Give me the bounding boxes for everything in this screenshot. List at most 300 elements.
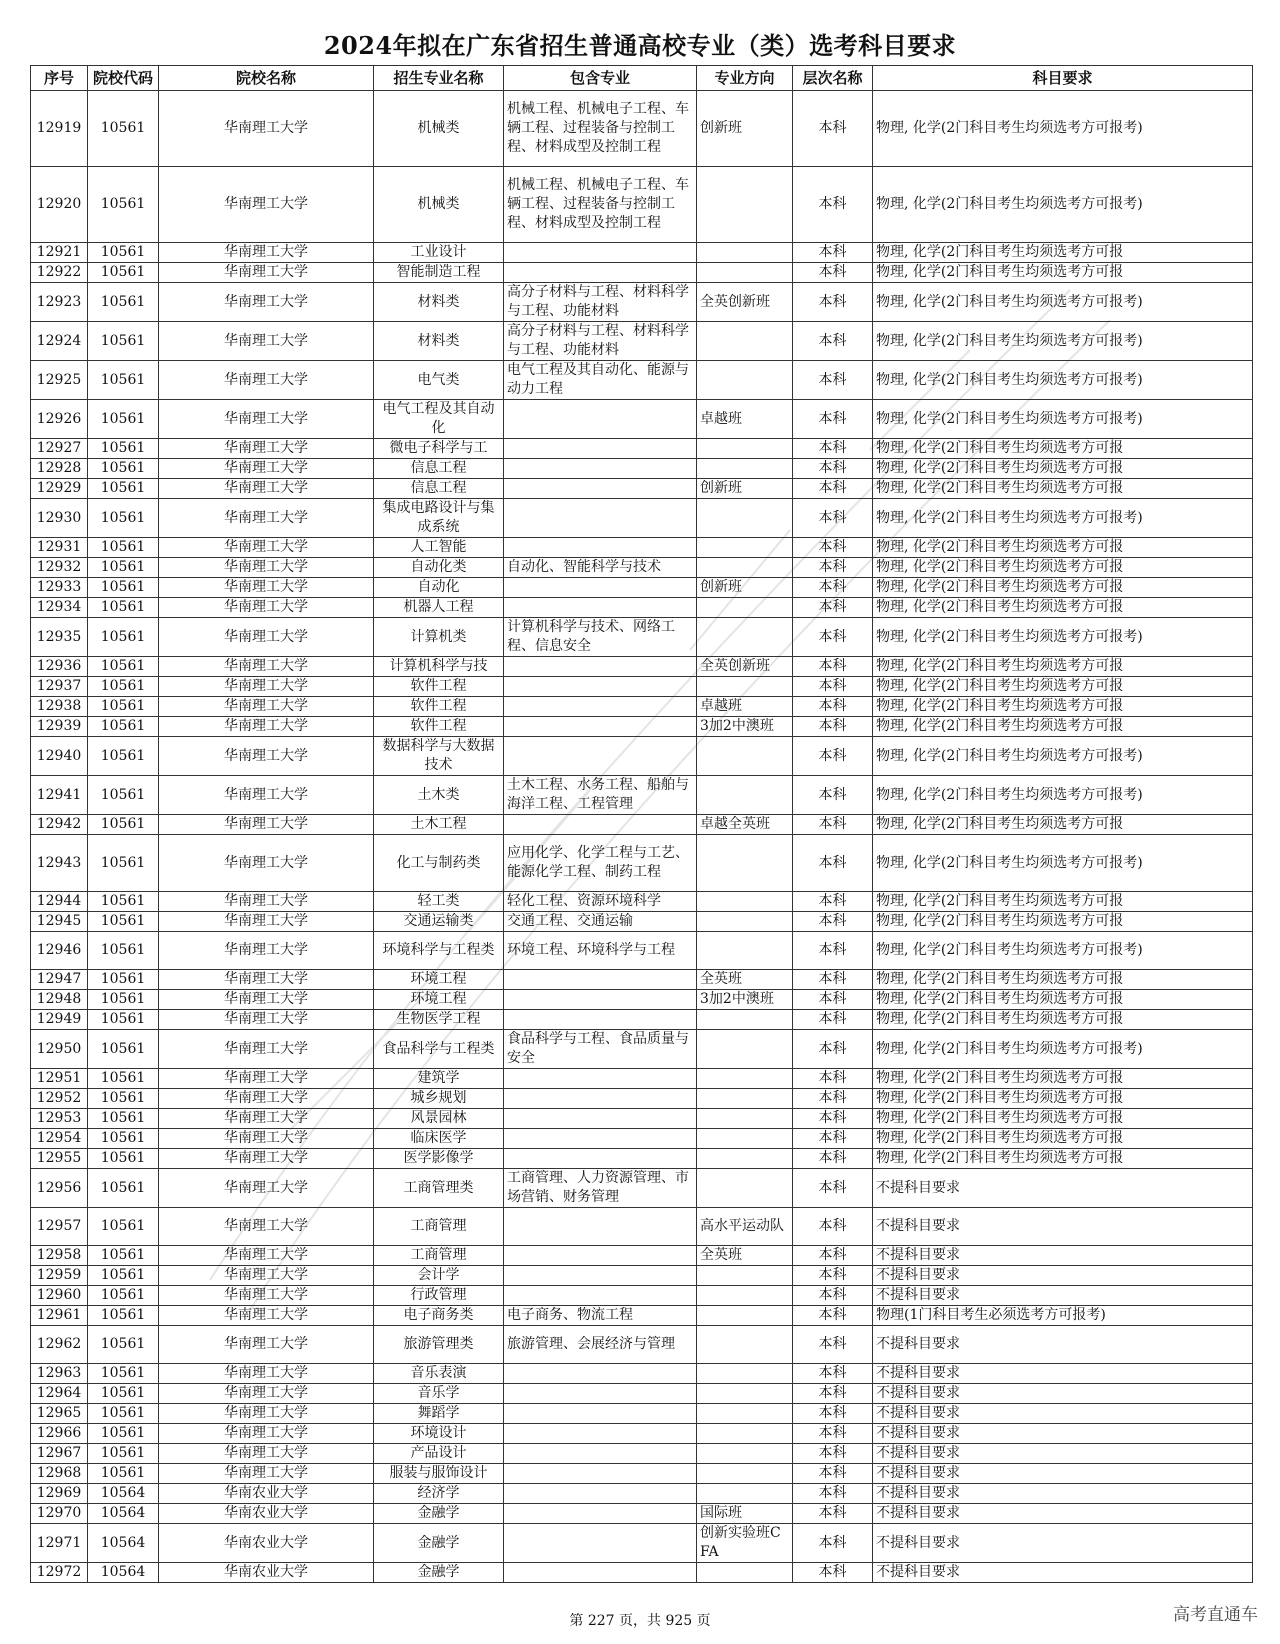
table-row <box>31 912 1253 932</box>
cell-direction: 全英创新班 <box>697 657 793 677</box>
cell-subject-requirements: 物理, 化学(2门科目考生均须选考方可报考) <box>873 776 1253 815</box>
cell-included-majors: 工商管理、人力资源管理、市场营销、财务管理 <box>504 1169 697 1208</box>
col-header-school-code: 院校代码 <box>88 66 159 91</box>
cell-major-name: 材料类 <box>374 283 504 322</box>
cell-school-code: 10561 <box>88 776 159 815</box>
cell-level: 本科 <box>793 1524 873 1563</box>
col-header-subject-requirements: 科目要求 <box>873 66 1253 91</box>
cell-school-name: 华南理工大学 <box>159 970 374 990</box>
cell-subject-requirements: 物理, 化学(2门科目考生均须选考方可报 <box>873 598 1253 618</box>
cell-school-code: 10561 <box>88 1404 159 1424</box>
cell-included-majors <box>504 1524 697 1563</box>
cell-school-name: 华南理工大学 <box>159 283 374 322</box>
cell-direction: 创新实验班CFA <box>697 1524 793 1563</box>
cell-school-name: 华南理工大学 <box>159 1326 374 1364</box>
cell-included-majors: 机械工程、机械电子工程、车辆工程、过程装备与控制工程、材料成型及控制工程 <box>504 91 697 167</box>
cell-school-code: 10561 <box>88 1384 159 1404</box>
cell-included-majors: 旅游管理、会展经济与管理 <box>504 1326 697 1364</box>
cell-included-majors <box>504 1109 697 1129</box>
cell-direction <box>697 776 793 815</box>
cell-index: 12938 <box>31 697 88 717</box>
cell-index: 12930 <box>31 499 88 538</box>
cell-school-name: 华南理工大学 <box>159 1129 374 1149</box>
cell-level: 本科 <box>793 1149 873 1169</box>
cell-direction <box>697 892 793 912</box>
cell-major-name: 土木工程 <box>374 815 504 835</box>
cell-included-majors <box>504 459 697 479</box>
col-header-included-majors: 包含专业 <box>504 66 697 91</box>
table-row <box>31 1129 1253 1149</box>
cell-major-name: 交通运输类 <box>374 912 504 932</box>
table-row <box>31 1484 1253 1504</box>
cell-school-code: 10561 <box>88 1149 159 1169</box>
cell-school-name: 华南理工大学 <box>159 91 374 167</box>
table-row <box>31 598 1253 618</box>
cell-major-name: 信息工程 <box>374 459 504 479</box>
cell-direction <box>697 243 793 263</box>
cell-index: 12923 <box>31 283 88 322</box>
table-row <box>31 737 1253 776</box>
cell-subject-requirements: 物理, 化学(2门科目考生均须选考方可报 <box>873 1129 1253 1149</box>
cell-included-majors <box>504 499 697 538</box>
cell-level: 本科 <box>793 1326 873 1364</box>
cell-direction <box>697 737 793 776</box>
cell-direction <box>697 1364 793 1384</box>
cell-subject-requirements: 不提科目要求 <box>873 1364 1253 1384</box>
table-row <box>31 990 1253 1010</box>
cell-level: 本科 <box>793 598 873 618</box>
cell-included-majors <box>504 697 697 717</box>
cell-level: 本科 <box>793 1424 873 1444</box>
cell-major-name: 计算机科学与技 <box>374 657 504 677</box>
table-row <box>31 776 1253 815</box>
cell-major-name: 电气类 <box>374 361 504 400</box>
cell-subject-requirements: 不提科目要求 <box>873 1524 1253 1563</box>
table-row <box>31 717 1253 737</box>
cell-direction: 全英创新班 <box>697 283 793 322</box>
cell-included-majors: 轻化工程、资源环境科学 <box>504 892 697 912</box>
cell-major-name: 金融学 <box>374 1504 504 1524</box>
cell-subject-requirements: 物理, 化学(2门科目考生均须选考方可报考) <box>873 835 1253 892</box>
cell-school-name: 华南理工大学 <box>159 1364 374 1384</box>
table-row <box>31 243 1253 263</box>
table-row <box>31 167 1253 243</box>
cell-level: 本科 <box>793 558 873 578</box>
cell-subject-requirements: 物理, 化学(2门科目考生均须选考方可报 <box>873 970 1253 990</box>
cell-school-code: 10561 <box>88 167 159 243</box>
cell-major-name: 旅游管理类 <box>374 1326 504 1364</box>
cell-included-majors <box>504 538 697 558</box>
cell-subject-requirements: 物理, 化学(2门科目考生均须选考方可报考) <box>873 91 1253 167</box>
cell-school-name: 华南理工大学 <box>159 1246 374 1266</box>
cell-school-code: 10564 <box>88 1563 159 1583</box>
cell-school-code: 10561 <box>88 1089 159 1109</box>
cell-subject-requirements: 不提科目要求 <box>873 1246 1253 1266</box>
cell-index: 12932 <box>31 558 88 578</box>
cell-subject-requirements: 物理(1门科目考生必须选考方可报考) <box>873 1306 1253 1326</box>
cell-school-code: 10561 <box>88 697 159 717</box>
table-row <box>31 91 1253 167</box>
cell-level: 本科 <box>793 1444 873 1464</box>
cell-direction <box>697 1266 793 1286</box>
table-row <box>31 1149 1253 1169</box>
cell-subject-requirements: 不提科目要求 <box>873 1404 1253 1424</box>
cell-index: 12954 <box>31 1129 88 1149</box>
table-row <box>31 263 1253 283</box>
cell-level: 本科 <box>793 657 873 677</box>
cell-index: 12937 <box>31 677 88 697</box>
cell-major-name: 服装与服饰设计 <box>374 1464 504 1484</box>
table-row <box>31 322 1253 361</box>
cell-index: 12956 <box>31 1169 88 1208</box>
cell-school-code: 10561 <box>88 538 159 558</box>
cell-major-name: 微电子科学与工 <box>374 439 504 459</box>
cell-major-name: 经济学 <box>374 1484 504 1504</box>
cell-index: 12935 <box>31 618 88 657</box>
cell-index: 12924 <box>31 322 88 361</box>
cell-level: 本科 <box>793 892 873 912</box>
cell-index: 12948 <box>31 990 88 1010</box>
cell-school-name: 华南农业大学 <box>159 1563 374 1583</box>
cell-direction <box>697 1384 793 1404</box>
cell-school-name: 华南理工大学 <box>159 263 374 283</box>
cell-level: 本科 <box>793 243 873 263</box>
cell-index: 12968 <box>31 1464 88 1484</box>
table-row <box>31 932 1253 970</box>
cell-subject-requirements: 物理, 化学(2门科目考生均须选考方可报 <box>873 243 1253 263</box>
cell-direction <box>697 322 793 361</box>
cell-index: 12949 <box>31 1010 88 1030</box>
cell-major-name: 自动化类 <box>374 558 504 578</box>
cell-school-name: 华南理工大学 <box>159 1464 374 1484</box>
cell-subject-requirements: 物理, 化学(2门科目考生均须选考方可报考) <box>873 1030 1253 1069</box>
cell-school-code: 10561 <box>88 479 159 499</box>
table-row <box>31 1424 1253 1444</box>
cell-direction <box>697 361 793 400</box>
cell-school-name: 华南理工大学 <box>159 243 374 263</box>
cell-index: 12947 <box>31 970 88 990</box>
cell-level: 本科 <box>793 1169 873 1208</box>
cell-school-code: 10564 <box>88 1504 159 1524</box>
cell-direction <box>697 912 793 932</box>
cell-major-name: 工商管理 <box>374 1246 504 1266</box>
cell-index: 12921 <box>31 243 88 263</box>
cell-school-name: 华南理工大学 <box>159 1208 374 1246</box>
table-row <box>31 1069 1253 1089</box>
cell-direction: 国际班 <box>697 1504 793 1524</box>
cell-school-code: 10561 <box>88 1444 159 1464</box>
cell-level: 本科 <box>793 1010 873 1030</box>
cell-major-name: 自动化 <box>374 578 504 598</box>
cell-school-name: 华南理工大学 <box>159 815 374 835</box>
cell-school-name: 华南理工大学 <box>159 578 374 598</box>
cell-subject-requirements: 不提科目要求 <box>873 1266 1253 1286</box>
col-header-school-name: 院校名称 <box>159 66 374 91</box>
cell-subject-requirements: 物理, 化学(2门科目考生均须选考方可报 <box>873 538 1253 558</box>
table-row <box>31 439 1253 459</box>
cell-subject-requirements: 不提科目要求 <box>873 1444 1253 1464</box>
cell-level: 本科 <box>793 283 873 322</box>
cell-index: 12955 <box>31 1149 88 1169</box>
cell-included-majors: 电气工程及其自动化、能源与动力工程 <box>504 361 697 400</box>
table-row <box>31 1524 1253 1563</box>
cell-level: 本科 <box>793 1504 873 1524</box>
cell-school-name: 华南理工大学 <box>159 459 374 479</box>
cell-school-name: 华南理工大学 <box>159 717 374 737</box>
cell-subject-requirements: 物理, 化学(2门科目考生均须选考方可报考) <box>873 322 1253 361</box>
table-row <box>31 1010 1253 1030</box>
table-row <box>31 697 1253 717</box>
cell-major-name: 食品科学与工程类 <box>374 1030 504 1069</box>
cell-school-name: 华南理工大学 <box>159 1030 374 1069</box>
cell-included-majors: 食品科学与工程、食品质量与安全 <box>504 1030 697 1069</box>
cell-level: 本科 <box>793 459 873 479</box>
cell-school-code: 10561 <box>88 932 159 970</box>
cell-level: 本科 <box>793 912 873 932</box>
cell-direction: 卓越班 <box>697 697 793 717</box>
cell-school-name: 华南理工大学 <box>159 1266 374 1286</box>
cell-subject-requirements: 不提科目要求 <box>873 1326 1253 1364</box>
cell-level: 本科 <box>793 1286 873 1306</box>
cell-direction: 全英班 <box>697 970 793 990</box>
cell-school-code: 10561 <box>88 1208 159 1246</box>
cell-level: 本科 <box>793 263 873 283</box>
table-row <box>31 1030 1253 1069</box>
cell-school-name: 华南理工大学 <box>159 439 374 459</box>
cell-school-code: 10561 <box>88 598 159 618</box>
cell-school-name: 华南理工大学 <box>159 892 374 912</box>
table-row <box>31 618 1253 657</box>
cell-direction <box>697 1010 793 1030</box>
cell-subject-requirements: 不提科目要求 <box>873 1384 1253 1404</box>
col-header-level: 层次名称 <box>793 66 873 91</box>
cell-included-majors: 机械工程、机械电子工程、车辆工程、过程装备与控制工程、材料成型及控制工程 <box>504 167 697 243</box>
cell-index: 12972 <box>31 1563 88 1583</box>
cell-direction <box>697 1149 793 1169</box>
cell-direction <box>697 1169 793 1208</box>
cell-subject-requirements: 不提科目要求 <box>873 1424 1253 1444</box>
cell-subject-requirements: 物理, 化学(2门科目考生均须选考方可报 <box>873 892 1253 912</box>
cell-school-code: 10561 <box>88 1326 159 1364</box>
cell-included-majors: 交通工程、交通运输 <box>504 912 697 932</box>
table-row <box>31 1326 1253 1364</box>
cell-school-name: 华南理工大学 <box>159 776 374 815</box>
cell-direction <box>697 499 793 538</box>
cell-major-name: 电子商务类 <box>374 1306 504 1326</box>
table-row <box>31 1306 1253 1326</box>
table-row <box>31 970 1253 990</box>
cell-subject-requirements: 物理, 化学(2门科目考生均须选考方可报考) <box>873 283 1253 322</box>
cell-school-code: 10561 <box>88 912 159 932</box>
cell-index: 12940 <box>31 737 88 776</box>
cell-level: 本科 <box>793 361 873 400</box>
cell-school-code: 10561 <box>88 892 159 912</box>
cell-index: 12942 <box>31 815 88 835</box>
cell-major-name: 环境工程 <box>374 970 504 990</box>
cell-index: 12926 <box>31 400 88 439</box>
cell-included-majors: 高分子材料与工程、材料科学与工程、功能材料 <box>504 283 697 322</box>
cell-included-majors <box>504 657 697 677</box>
cell-included-majors <box>504 1089 697 1109</box>
cell-index: 12957 <box>31 1208 88 1246</box>
cell-level: 本科 <box>793 1069 873 1089</box>
cell-included-majors <box>504 1504 697 1524</box>
cell-school-name: 华南理工大学 <box>159 322 374 361</box>
cell-major-name: 机械类 <box>374 167 504 243</box>
cell-school-name: 华南理工大学 <box>159 499 374 538</box>
cell-school-code: 10561 <box>88 677 159 697</box>
cell-subject-requirements: 不提科目要求 <box>873 1208 1253 1246</box>
cell-direction <box>697 835 793 892</box>
cell-school-name: 华南理工大学 <box>159 1010 374 1030</box>
table-row <box>31 1109 1253 1129</box>
document-title: 2024年拟在广东省招生普通高校专业（类）选考科目要求 <box>323 31 957 60</box>
cell-level: 本科 <box>793 815 873 835</box>
cell-school-code: 10564 <box>88 1484 159 1504</box>
cell-school-name: 华南理工大学 <box>159 479 374 499</box>
cell-index: 12946 <box>31 932 88 970</box>
cell-major-name: 软件工程 <box>374 697 504 717</box>
cell-school-name: 华南农业大学 <box>159 1504 374 1524</box>
cell-index: 12944 <box>31 892 88 912</box>
cell-major-name: 软件工程 <box>374 677 504 697</box>
cell-major-name: 行政管理 <box>374 1286 504 1306</box>
cell-index: 12939 <box>31 717 88 737</box>
cell-major-name: 医学影像学 <box>374 1149 504 1169</box>
cell-major-name: 机械类 <box>374 91 504 167</box>
cell-school-name: 华南理工大学 <box>159 361 374 400</box>
cell-major-name: 工业设计 <box>374 243 504 263</box>
cell-direction <box>697 1464 793 1484</box>
cell-direction: 卓越全英班 <box>697 815 793 835</box>
cell-index: 12931 <box>31 538 88 558</box>
cell-index: 12953 <box>31 1109 88 1129</box>
cell-subject-requirements: 不提科目要求 <box>873 1464 1253 1484</box>
cell-index: 12964 <box>31 1384 88 1404</box>
table-row <box>31 400 1253 439</box>
cell-included-majors <box>504 677 697 697</box>
cell-subject-requirements: 物理, 化学(2门科目考生均须选考方可报 <box>873 479 1253 499</box>
cell-included-majors: 高分子材料与工程、材料科学与工程、功能材料 <box>504 322 697 361</box>
cell-level: 本科 <box>793 776 873 815</box>
table-row <box>31 1246 1253 1266</box>
cell-school-name: 华南理工大学 <box>159 737 374 776</box>
cell-school-code: 10561 <box>88 835 159 892</box>
cell-subject-requirements: 物理, 化学(2门科目考生均须选考方可报 <box>873 912 1253 932</box>
cell-major-name: 计算机类 <box>374 618 504 657</box>
cell-included-majors <box>504 1069 697 1089</box>
cell-school-name: 华南理工大学 <box>159 1444 374 1464</box>
cell-direction <box>697 439 793 459</box>
cell-direction: 卓越班 <box>697 400 793 439</box>
cell-index: 12966 <box>31 1424 88 1444</box>
cell-school-code: 10561 <box>88 717 159 737</box>
cell-direction <box>697 1069 793 1089</box>
cell-level: 本科 <box>793 538 873 558</box>
cell-subject-requirements: 物理, 化学(2门科目考生均须选考方可报 <box>873 677 1253 697</box>
cell-school-name: 华南理工大学 <box>159 697 374 717</box>
cell-major-name: 金融学 <box>374 1563 504 1583</box>
cell-included-majors: 土木工程、水务工程、船舶与海洋工程、工程管理 <box>504 776 697 815</box>
cell-direction <box>697 263 793 283</box>
table-row <box>31 1404 1253 1424</box>
table-row <box>31 558 1253 578</box>
cell-school-name: 华南理工大学 <box>159 932 374 970</box>
cell-school-name: 华南理工大学 <box>159 990 374 1010</box>
cell-direction <box>697 598 793 618</box>
cell-school-name: 华南理工大学 <box>159 1069 374 1089</box>
cell-direction <box>697 558 793 578</box>
cell-level: 本科 <box>793 91 873 167</box>
cell-subject-requirements: 物理, 化学(2门科目考生均须选考方可报 <box>873 439 1253 459</box>
cell-index: 12967 <box>31 1444 88 1464</box>
table-row <box>31 1208 1253 1246</box>
cell-direction: 3加2中澳班 <box>697 990 793 1010</box>
cell-subject-requirements: 物理, 化学(2门科目考生均须选考方可报 <box>873 697 1253 717</box>
cell-school-code: 10561 <box>88 657 159 677</box>
cell-subject-requirements: 不提科目要求 <box>873 1563 1253 1583</box>
cell-major-name: 工商管理 <box>374 1208 504 1246</box>
cell-school-code: 10564 <box>88 1524 159 1563</box>
table-row <box>31 283 1253 322</box>
cell-direction <box>697 1286 793 1306</box>
cell-level: 本科 <box>793 1208 873 1246</box>
cell-index: 12970 <box>31 1504 88 1524</box>
cell-subject-requirements: 不提科目要求 <box>873 1484 1253 1504</box>
cell-major-name: 数据科学与大数据技术 <box>374 737 504 776</box>
cell-school-name: 华南理工大学 <box>159 1384 374 1404</box>
cell-level: 本科 <box>793 932 873 970</box>
cell-direction <box>697 1089 793 1109</box>
cell-major-name: 集成电路设计与集成系统 <box>374 499 504 538</box>
cell-index: 12928 <box>31 459 88 479</box>
cell-level: 本科 <box>793 618 873 657</box>
cell-included-majors <box>504 1444 697 1464</box>
col-header-major-name: 招生专业名称 <box>374 66 504 91</box>
table-row <box>31 1563 1253 1583</box>
cell-direction <box>697 932 793 970</box>
cell-level: 本科 <box>793 400 873 439</box>
cell-level: 本科 <box>793 439 873 459</box>
cell-subject-requirements: 物理, 化学(2门科目考生均须选考方可报考) <box>873 167 1253 243</box>
cell-included-majors <box>504 243 697 263</box>
page-footer: 第 227 页，共 925 页 <box>569 1613 711 1629</box>
cell-included-majors <box>504 1404 697 1424</box>
table-row <box>31 459 1253 479</box>
cell-school-code: 10561 <box>88 263 159 283</box>
cell-level: 本科 <box>793 717 873 737</box>
cell-school-name: 华南农业大学 <box>159 1524 374 1563</box>
cell-subject-requirements: 物理, 化学(2门科目考生均须选考方可报 <box>873 263 1253 283</box>
table-row <box>31 1464 1253 1484</box>
table-row <box>31 1169 1253 1208</box>
cell-index: 12920 <box>31 167 88 243</box>
cell-major-name: 化工与制药类 <box>374 835 504 892</box>
cell-included-majors <box>504 1464 697 1484</box>
table-row <box>31 1266 1253 1286</box>
col-header-index: 序号 <box>31 66 88 91</box>
cell-subject-requirements: 物理, 化学(2门科目考生均须选考方可报考) <box>873 737 1253 776</box>
cell-subject-requirements: 物理, 化学(2门科目考生均须选考方可报 <box>873 558 1253 578</box>
cell-school-name: 华南理工大学 <box>159 1306 374 1326</box>
cell-major-name: 产品设计 <box>374 1444 504 1464</box>
cell-school-code: 10561 <box>88 439 159 459</box>
cell-direction <box>697 1109 793 1129</box>
cell-index: 12971 <box>31 1524 88 1563</box>
cell-school-code: 10561 <box>88 815 159 835</box>
table-row <box>31 835 1253 892</box>
cell-school-name: 华南理工大学 <box>159 1404 374 1424</box>
